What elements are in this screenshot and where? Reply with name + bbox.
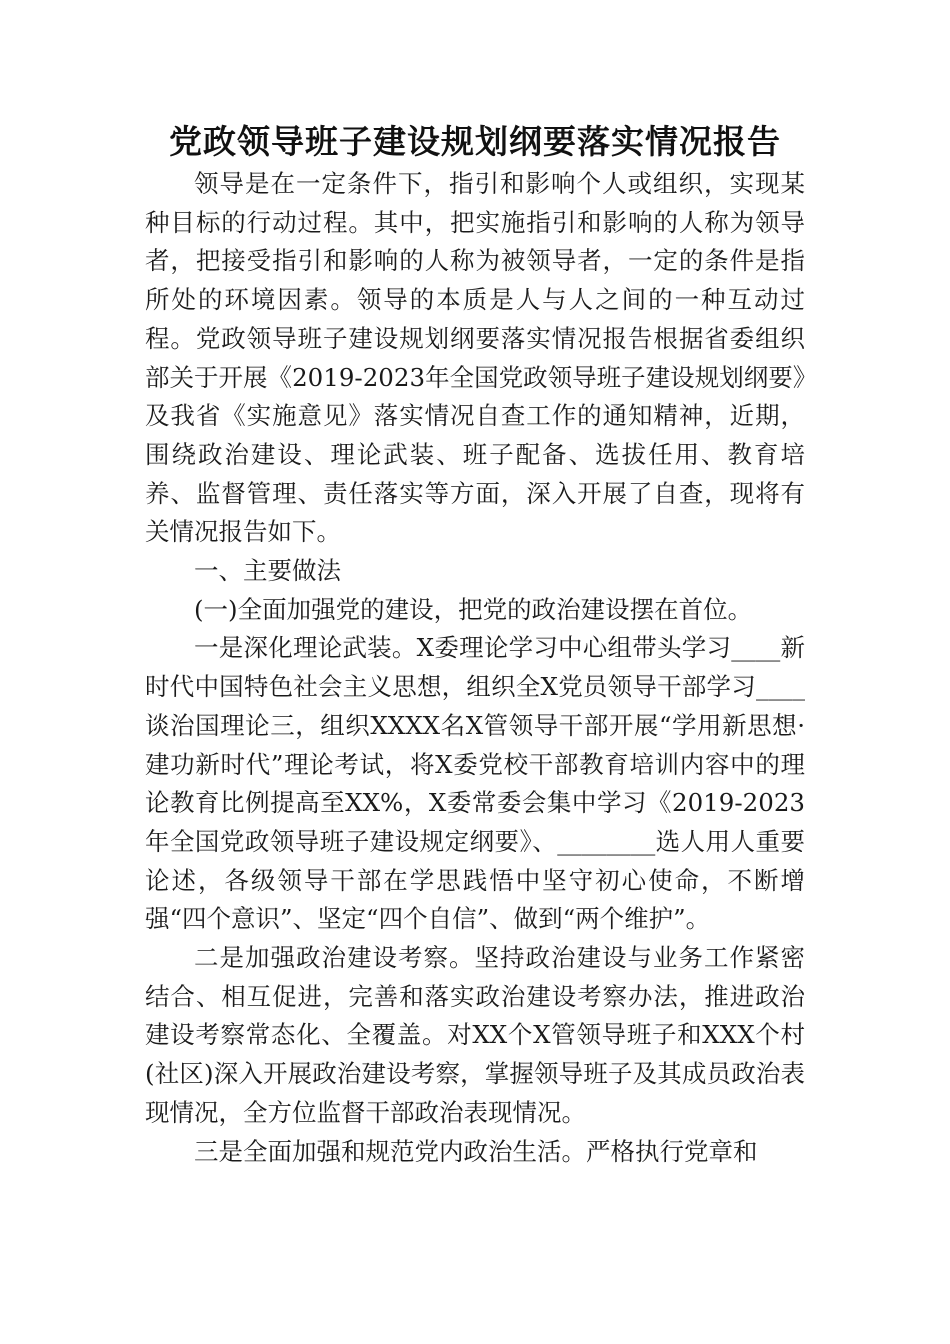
paragraph-party-life: 三是全面加强和规范党内政治生活。严格执行党章和 xyxy=(194,1136,758,1166)
section-heading-main-practices: 一、主要做法 xyxy=(194,556,341,586)
document-title: 党政领导班子建设规划纲要落实情况报告 xyxy=(169,122,781,161)
subsection-heading-party-building: (一)全面加强党的建设，把党的政治建设摆在首位。 xyxy=(194,594,753,624)
paragraph-intro: 领导是在一定条件下，指引和影响个人或组织，实现某种目标的行动过程。其中，把实施指引和影响的人称为领导者，把接受指引和影响的人称为被领导者，一定的条件是指所处的环境因素。领导的本质是人与人之间的一种互动过程。党政领导班子建设规划纲要落实情况报告根据省委组织部关于开展《2019-2023年全国党政领导班子建设规划纲要》及我省《实施意见》落实情况自查工作的通知精神，近期，围绕政治建设、理论武装、班子配备、选拔任用、教育培养、监督管理、责任落实等方面，深入开展了自查，现将有关情况报告如下。 xyxy=(145,169,805,547)
paragraph-theory-study: 一是深化理论武装。X委理论学习中心组带头学习____新时代中国特色社会主义思想，组织全X党员领导干部学习____谈治国理论三，组织XXXX名X管领导干部开展“学用新思想·建功新时代”理论考试，将X委党校干部教育培训内容中的理论教育比例提高至XX%，X委常委会集中学习《2019-2023年全国党政领导班子建设规定纲要》、________选人用人重要论述，各级领导干部在学思践悟中坚守初心使命，不断增强“四个意识”、坚定“四个自信”、做到“两个维护”。 xyxy=(145,633,805,934)
paragraph-political-inspection: 二是加强政治建设考察。坚持政治建设与业务工作紧密结合、相互促进，完善和落实政治建设考察办法，推进政治建设考察常态化、全覆盖。对XX个X管领导班子和XXX个村(社区)深入开展政治建设考察，掌握领导班子及其成员政治表现情况，全方位监督干部政治表现情况。 xyxy=(145,943,805,1127)
document-body xyxy=(145,165,805,1171)
